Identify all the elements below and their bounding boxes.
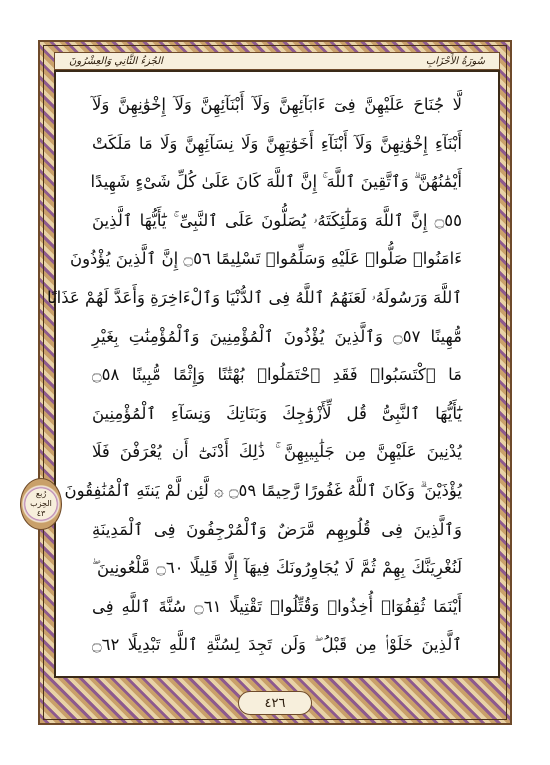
text-line: لَنُغْرِيَنَّكَ بِهِمْ ثُمَّ لَا يُجَاوِرُونَكَ فِيهَآ إِلَّا قَلِيلًا ۝٦٠ مَّلْعُونِينَ ۖ (92, 558, 462, 578)
text-line: وَٱلَّذِينَ فِى قُلُوبِهِم مَّرَضٌ وَٱلْمُرْجِفُونَ فِى ٱلْمَدِينَةِ (92, 519, 462, 539)
text-line: لَّا جُنَاحَ عَلَيْهِنَّ فِىٓ ءَابَآئِهِنَّ وَلَآ أَبْنَآئِهِنَّ وَلَآ إِخْوَٰنِهِنَّ وَلَآ (92, 95, 462, 114)
text-line: يُؤْذَيْنَ ۗ وَكَانَ ٱللَّهُ غَفُورًا رَّحِيمًا ۝٥٩ ۞ لَّئِن لَّمْ يَنتَهِ ٱلْمُنَٰفِقُونَ (64, 480, 462, 500)
surah-name: سُورَةُ الأَحْزَابِ (425, 55, 485, 67)
text-line: أَبْنَآءِ إِخْوَٰنِهِنَّ وَلَآ أَبْنَآءِ أَخَوَٰتِهِنَّ وَلَا نِسَآئِهِنَّ وَلَا مَا مَلَكَتْ (92, 133, 462, 153)
page-number (238, 691, 312, 715)
page-number-value: ٤٢٦ (264, 695, 286, 711)
hizb-label-top: رُبع (35, 489, 47, 498)
text-line: ۝٥٥ إِنَّ ٱللَّهَ وَمَلَٰٓئِكَتَهُۥ يُصَلُّونَ عَلَى ٱلنَّبِىِّ ۚ يَٰٓأَيُّهَا ٱلَّذِينَ (92, 210, 462, 230)
text-line: ٱلَّذِينَ خَلَوْا۟ مِن قَبْلُ ۖ وَلَن تَجِدَ لِسُنَّةِ ٱللَّهِ تَبْدِيلًا ۝٦٢ (92, 635, 462, 655)
text-line: يَٰٓأَيُّهَا ٱلنَّبِىُّ قُل لِّأَزْوَٰجِكَ وَبَنَاتِكَ وَنِسَآءِ ٱلْمُؤْمِنِينَ (92, 403, 462, 423)
hizb-label-middle: الحِزب (30, 499, 52, 508)
text-line: يُدْنِينَ عَلَيْهِنَّ مِن جَلَٰبِيبِهِنَّ ۚ ذَٰلِكَ أَدْنَىٰٓ أَن يُعْرَفْنَ فَلَا (92, 442, 462, 462)
text-line: أَيْنَمَا ثُقِفُوٓا۟ أُخِذُوا۟ وَقُتِّلُوا۟ تَقْتِيلًا ۝٦١ سُنَّةَ ٱللَّهِ فِى (92, 596, 462, 616)
hizb-number: ٤٣ (36, 509, 46, 518)
quran-text-block (47, 86, 462, 666)
text-line: ءَامَنُوا۟ صَلُّوا۟ عَلَيْهِ وَسَلِّمُوا۟ تَسْلِيمًا ۝٥٦ إِنَّ ٱلَّذِينَ يُؤْذُونَ (69, 249, 462, 269)
juz-name: الجُزءُ الثَّانِي وَالعِشْرُونَ (69, 55, 163, 67)
text-line: مَا ٱكْتَسَبُوا۟ فَقَدِ ٱحْتَمَلُوا۟ بُهْتَٰنًا وَإِثْمًا مُّبِينًا ۝٥٨ (92, 365, 462, 385)
text-line: ٱللَّهَ وَرَسُولَهُۥ لَعَنَهُمُ ٱللَّهُ فِى ٱلدُّنْيَا وَٱلْءَاخِرَةِ وَأَعَدَّ لَهُمْ عَذَابًا (47, 287, 462, 307)
text-line: مُّهِينًا ۝٥٧ وَٱلَّذِينَ يُؤْذُونَ ٱلْمُؤْمِنِينَ وَٱلْمُؤْمِنَٰتِ بِغَيْرِ (92, 326, 462, 346)
text-line: أَيْمَٰنُهُنَّ ۗ وَٱتَّقِينَ ٱللَّهَ ۚ إِنَّ ٱللَّهَ كَانَ عَلَىٰ كُلِّ شَىْءٍ شَهِيدًا (90, 172, 462, 192)
hizb-quarter-marker (20, 478, 62, 530)
page-header (54, 52, 500, 70)
